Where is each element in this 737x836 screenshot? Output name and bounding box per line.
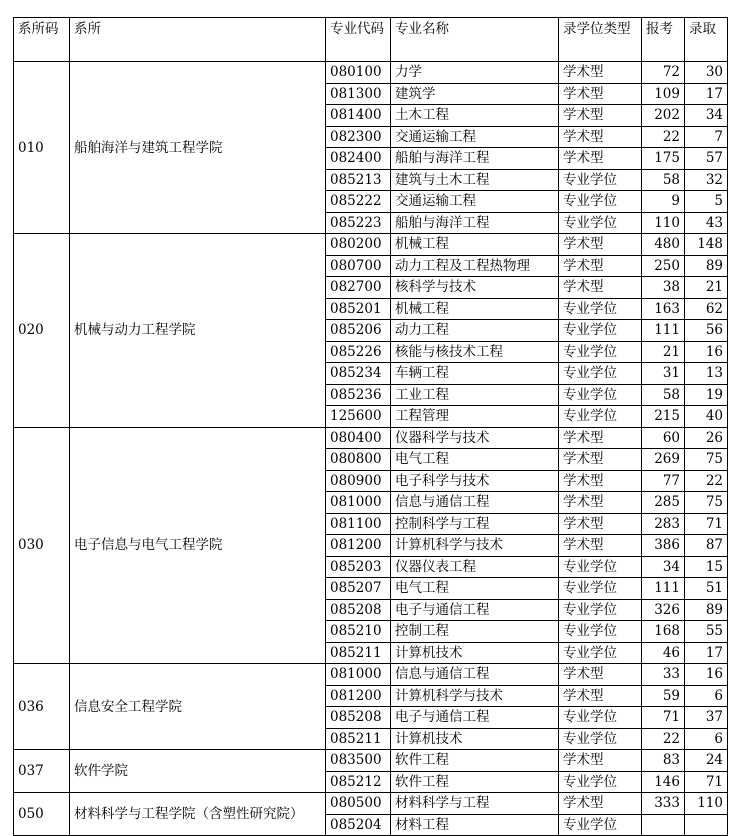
applied-count-cell: 71	[642, 707, 685, 729]
admitted-count-cell: 75	[685, 449, 728, 471]
degree-type-cell: 学术型	[559, 126, 642, 148]
applied-count-cell: 38	[642, 277, 685, 299]
major-code-cell: 085208	[326, 599, 391, 621]
admitted-count-cell: 16	[685, 341, 728, 363]
applied-count-cell: 333	[642, 793, 685, 815]
dept-code-cell: 037	[14, 750, 70, 793]
degree-type-cell: 学术型	[559, 105, 642, 127]
major-code-cell: 080200	[326, 234, 391, 256]
admitted-count-cell: 17	[685, 642, 728, 664]
major-name-cell: 建筑与土木工程	[391, 169, 559, 191]
degree-type-cell: 专业学位	[559, 814, 642, 836]
major-code-cell: 082400	[326, 148, 391, 170]
major-name-cell: 交通运输工程	[391, 126, 559, 148]
major-code-cell: 085211	[326, 728, 391, 750]
degree-type-cell: 学术型	[559, 685, 642, 707]
major-code-cell: 080500	[326, 793, 391, 815]
header-dept-code: 系所码	[14, 18, 70, 62]
degree-type-cell: 学术型	[559, 513, 642, 535]
major-name-cell: 材料科学与工程	[391, 793, 559, 815]
degree-type-cell: 学术型	[559, 470, 642, 492]
applied-count-cell: 34	[642, 556, 685, 578]
major-code-cell: 085236	[326, 384, 391, 406]
admitted-count-cell: 55	[685, 621, 728, 643]
major-code-cell: 085222	[326, 191, 391, 213]
degree-type-cell: 专业学位	[559, 771, 642, 793]
degree-type-cell: 学术型	[559, 277, 642, 299]
major-name-cell: 机械工程	[391, 234, 559, 256]
major-name-cell: 计算机科学与技术	[391, 535, 559, 557]
major-name-cell: 软件工程	[391, 750, 559, 772]
admitted-count-cell: 6	[685, 685, 728, 707]
major-name-cell: 电气工程	[391, 449, 559, 471]
major-code-cell: 085211	[326, 642, 391, 664]
applied-count-cell: 22	[642, 126, 685, 148]
admitted-count-cell	[685, 814, 728, 836]
degree-type-cell: 专业学位	[559, 642, 642, 664]
admitted-count-cell: 75	[685, 492, 728, 514]
major-code-cell: 081400	[326, 105, 391, 127]
major-code-cell: 080800	[326, 449, 391, 471]
major-code-cell: 085201	[326, 298, 391, 320]
admitted-count-cell: 30	[685, 62, 728, 84]
major-code-cell: 085213	[326, 169, 391, 191]
degree-type-cell: 学术型	[559, 427, 642, 449]
applied-count-cell: 480	[642, 234, 685, 256]
applied-count-cell: 283	[642, 513, 685, 535]
applied-count-cell: 175	[642, 148, 685, 170]
degree-type-cell: 专业学位	[559, 578, 642, 600]
admitted-count-cell: 40	[685, 406, 728, 428]
applied-count-cell	[642, 814, 685, 836]
admitted-count-cell: 110	[685, 793, 728, 815]
header-admitted: 录取	[685, 18, 728, 62]
dept-code-cell: 050	[14, 793, 70, 836]
applied-count-cell: 168	[642, 621, 685, 643]
admitted-count-cell: 37	[685, 707, 728, 729]
major-code-cell: 085234	[326, 363, 391, 385]
major-name-cell: 控制工程	[391, 621, 559, 643]
applied-count-cell: 33	[642, 664, 685, 686]
degree-type-cell: 学术型	[559, 664, 642, 686]
major-code-cell: 080400	[326, 427, 391, 449]
applied-count-cell: 9	[642, 191, 685, 213]
applied-count-cell: 202	[642, 105, 685, 127]
table-row	[14, 793, 728, 815]
header-major-code: 专业代码	[326, 18, 391, 62]
applied-count-cell: 386	[642, 535, 685, 557]
major-code-cell: 085223	[326, 212, 391, 234]
major-name-cell: 船舶与海洋工程	[391, 148, 559, 170]
major-code-cell: 083500	[326, 750, 391, 772]
admitted-count-cell: 148	[685, 234, 728, 256]
degree-type-cell: 专业学位	[559, 169, 642, 191]
major-code-cell: 085212	[326, 771, 391, 793]
dept-name-cell: 船舶海洋与建筑工程学院	[70, 62, 326, 234]
admitted-count-cell: 22	[685, 470, 728, 492]
admitted-count-cell: 89	[685, 599, 728, 621]
admitted-count-cell: 51	[685, 578, 728, 600]
header-degree-type: 录学位类型	[559, 18, 642, 62]
admitted-count-cell: 6	[685, 728, 728, 750]
admitted-count-cell: 32	[685, 169, 728, 191]
admitted-count-cell: 26	[685, 427, 728, 449]
admitted-count-cell: 21	[685, 277, 728, 299]
table-body	[14, 62, 728, 836]
dept-code-cell: 010	[14, 62, 70, 234]
major-code-cell: 081300	[326, 83, 391, 105]
major-code-cell: 082300	[326, 126, 391, 148]
admitted-count-cell: 17	[685, 83, 728, 105]
dept-name-cell: 材料科学与工程学院（含塑性研究院）	[70, 793, 326, 836]
major-name-cell: 动力工程	[391, 320, 559, 342]
applied-count-cell: 269	[642, 449, 685, 471]
major-code-cell: 080700	[326, 255, 391, 277]
applied-count-cell: 215	[642, 406, 685, 428]
degree-type-cell: 专业学位	[559, 298, 642, 320]
admitted-count-cell: 71	[685, 771, 728, 793]
major-name-cell: 力学	[391, 62, 559, 84]
degree-type-cell: 专业学位	[559, 707, 642, 729]
applied-count-cell: 163	[642, 298, 685, 320]
admitted-count-cell: 71	[685, 513, 728, 535]
admitted-count-cell: 16	[685, 664, 728, 686]
admitted-count-cell: 34	[685, 105, 728, 127]
applied-count-cell: 285	[642, 492, 685, 514]
major-name-cell: 核科学与技术	[391, 277, 559, 299]
applied-count-cell: 46	[642, 642, 685, 664]
admitted-count-cell: 43	[685, 212, 728, 234]
degree-type-cell: 学术型	[559, 255, 642, 277]
major-name-cell: 计算机科学与技术	[391, 685, 559, 707]
major-code-cell: 085207	[326, 578, 391, 600]
applied-count-cell: 111	[642, 578, 685, 600]
major-name-cell: 工业工程	[391, 384, 559, 406]
table-row	[14, 427, 728, 449]
major-code-cell: 085203	[326, 556, 391, 578]
admitted-count-cell: 19	[685, 384, 728, 406]
degree-type-cell: 学术型	[559, 234, 642, 256]
major-code-cell: 125600	[326, 406, 391, 428]
admitted-count-cell: 7	[685, 126, 728, 148]
degree-type-cell: 专业学位	[559, 363, 642, 385]
header-major-name: 专业名称	[391, 18, 559, 62]
major-name-cell: 土木工程	[391, 105, 559, 127]
admitted-count-cell: 5	[685, 191, 728, 213]
table-row	[14, 750, 728, 772]
applied-count-cell: 109	[642, 83, 685, 105]
dept-name-cell: 软件学院	[70, 750, 326, 793]
major-name-cell: 材料工程	[391, 814, 559, 836]
major-name-cell: 核能与核技术工程	[391, 341, 559, 363]
major-name-cell: 电气工程	[391, 578, 559, 600]
major-name-cell: 动力工程及工程热物理	[391, 255, 559, 277]
applied-count-cell: 83	[642, 750, 685, 772]
degree-type-cell: 专业学位	[559, 384, 642, 406]
applied-count-cell: 59	[642, 685, 685, 707]
degree-type-cell: 专业学位	[559, 556, 642, 578]
degree-type-cell: 学术型	[559, 492, 642, 514]
table-row	[14, 62, 728, 84]
admitted-count-cell: 56	[685, 320, 728, 342]
major-name-cell: 仪器仪表工程	[391, 556, 559, 578]
degree-type-cell: 专业学位	[559, 621, 642, 643]
applied-count-cell: 77	[642, 470, 685, 492]
applied-count-cell: 111	[642, 320, 685, 342]
degree-type-cell: 专业学位	[559, 212, 642, 234]
major-code-cell: 082700	[326, 277, 391, 299]
major-name-cell: 软件工程	[391, 771, 559, 793]
major-name-cell: 建筑学	[391, 83, 559, 105]
applied-count-cell: 58	[642, 169, 685, 191]
major-code-cell: 081000	[326, 664, 391, 686]
dept-name-cell: 机械与动力工程学院	[70, 234, 326, 428]
degree-type-cell: 专业学位	[559, 320, 642, 342]
major-code-cell: 085226	[326, 341, 391, 363]
major-code-cell: 080900	[326, 470, 391, 492]
major-name-cell: 控制科学与工程	[391, 513, 559, 535]
degree-type-cell: 学术型	[559, 449, 642, 471]
major-code-cell: 081200	[326, 535, 391, 557]
dept-code-cell: 036	[14, 664, 70, 750]
major-name-cell: 车辆工程	[391, 363, 559, 385]
admitted-count-cell: 24	[685, 750, 728, 772]
degree-type-cell: 专业学位	[559, 341, 642, 363]
major-name-cell: 电子与通信工程	[391, 707, 559, 729]
major-code-cell: 085204	[326, 814, 391, 836]
admitted-count-cell: 57	[685, 148, 728, 170]
major-code-cell: 080100	[326, 62, 391, 84]
header-dept-name: 系所	[70, 18, 326, 62]
major-name-cell: 信息与通信工程	[391, 492, 559, 514]
table-row	[14, 664, 728, 686]
major-name-cell: 机械工程	[391, 298, 559, 320]
applied-count-cell: 110	[642, 212, 685, 234]
dept-code-cell: 020	[14, 234, 70, 428]
degree-type-cell: 学术型	[559, 750, 642, 772]
applied-count-cell: 58	[642, 384, 685, 406]
degree-type-cell: 学术型	[559, 62, 642, 84]
admissions-table	[13, 17, 728, 836]
dept-name-cell: 电子信息与电气工程学院	[70, 427, 326, 664]
header-row	[14, 18, 728, 62]
degree-type-cell: 学术型	[559, 83, 642, 105]
applied-count-cell: 22	[642, 728, 685, 750]
admitted-count-cell: 15	[685, 556, 728, 578]
major-name-cell: 交通运输工程	[391, 191, 559, 213]
applied-count-cell: 250	[642, 255, 685, 277]
degree-type-cell: 学术型	[559, 535, 642, 557]
degree-type-cell: 专业学位	[559, 728, 642, 750]
major-name-cell: 船舶与海洋工程	[391, 212, 559, 234]
major-name-cell: 电子科学与技术	[391, 470, 559, 492]
applied-count-cell: 60	[642, 427, 685, 449]
major-name-cell: 工程管理	[391, 406, 559, 428]
degree-type-cell: 专业学位	[559, 406, 642, 428]
dept-name-cell: 信息安全工程学院	[70, 664, 326, 750]
applied-count-cell: 31	[642, 363, 685, 385]
degree-type-cell: 学术型	[559, 793, 642, 815]
major-code-cell: 085208	[326, 707, 391, 729]
major-name-cell: 计算机技术	[391, 728, 559, 750]
degree-type-cell: 学术型	[559, 148, 642, 170]
applied-count-cell: 326	[642, 599, 685, 621]
major-code-cell: 081000	[326, 492, 391, 514]
admitted-count-cell: 62	[685, 298, 728, 320]
header-applied: 报考	[642, 18, 685, 62]
applied-count-cell: 72	[642, 62, 685, 84]
major-name-cell: 电子与通信工程	[391, 599, 559, 621]
major-code-cell: 085206	[326, 320, 391, 342]
admitted-count-cell: 89	[685, 255, 728, 277]
dept-code-cell: 030	[14, 427, 70, 664]
table-row	[14, 234, 728, 256]
major-name-cell: 计算机技术	[391, 642, 559, 664]
admitted-count-cell: 87	[685, 535, 728, 557]
degree-type-cell: 专业学位	[559, 191, 642, 213]
major-code-cell: 081100	[326, 513, 391, 535]
major-name-cell: 仪器科学与技术	[391, 427, 559, 449]
major-name-cell: 信息与通信工程	[391, 664, 559, 686]
applied-count-cell: 146	[642, 771, 685, 793]
degree-type-cell: 专业学位	[559, 599, 642, 621]
applied-count-cell: 21	[642, 341, 685, 363]
major-code-cell: 085210	[326, 621, 391, 643]
admitted-count-cell: 13	[685, 363, 728, 385]
major-code-cell: 081200	[326, 685, 391, 707]
